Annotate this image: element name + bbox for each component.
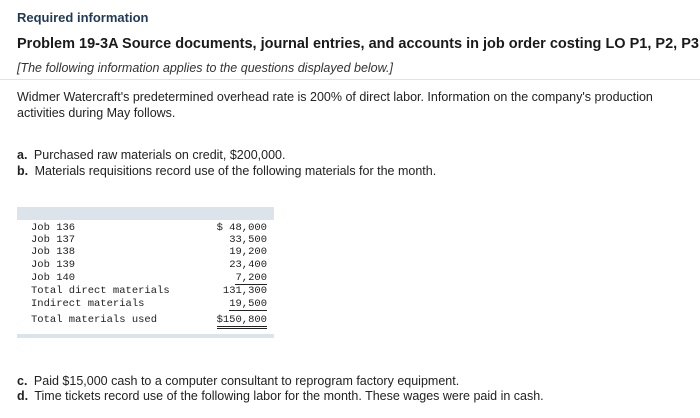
materials-table-footer [17,334,274,338]
table-row [17,272,274,285]
item-b [17,164,436,178]
row-label: Job 139 [31,259,76,271]
table-row [17,246,274,259]
row-label: Job 138 [31,246,76,258]
item-d [17,389,544,403]
intro-paragraph: Widmer Watercraft's predetermined overhead rate is 200% of direct labor. Information on the company's production activities during May follows. [17,90,653,120]
row-label: Total materials used [31,314,158,326]
item-b-text: Materials requisitions record use of the following materials for the month. [34,164,437,178]
row-label: Indirect materials [31,298,145,310]
item-c [17,374,459,388]
applies-note: [The following information applies to the questions displayed below.] [17,61,393,75]
table-row [17,285,274,298]
row-value: 7,200 [235,272,267,284]
materials-table [17,207,274,337]
materials-table-header [17,207,274,220]
item-d-letter: d. [17,389,29,403]
header-divider [0,79,700,80]
item-d-text: Time tickets record use of the following labor for the month. These wages were paid in cash. [34,389,544,403]
row-value: 131,300 [222,285,267,297]
required-information-heading: Required information [17,10,149,25]
row-label: Job 137 [31,234,76,246]
row-value: 19,500 [229,298,267,310]
row-label: Job 136 [31,222,76,234]
item-a-letter: a. [17,148,28,162]
row-value: 33,500 [229,234,267,246]
row-label: Total direct materials [31,285,170,297]
problem-title: Problem 19-3A Source documents, journal entries, and accounts in job order costing LO P1, P2, P3 [17,36,699,52]
row-value: $ 48,000 [216,222,267,234]
item-b-letter: b. [17,164,29,178]
row-label: Job 140 [31,272,76,284]
table-row [17,298,274,311]
item-c-text: Paid $15,000 cash to a computer consultant to reprogram factory equipment. [33,374,460,388]
item-c-letter: c. [17,374,28,388]
row-value: 19,200 [229,246,267,258]
row-value: $150,800 [217,314,267,329]
table-row [17,259,274,272]
row-value: 23,400 [229,259,267,271]
item-a-text: Purchased raw materials on credit, $200,000. [33,148,286,162]
item-a [17,148,285,162]
table-row [17,314,274,327]
